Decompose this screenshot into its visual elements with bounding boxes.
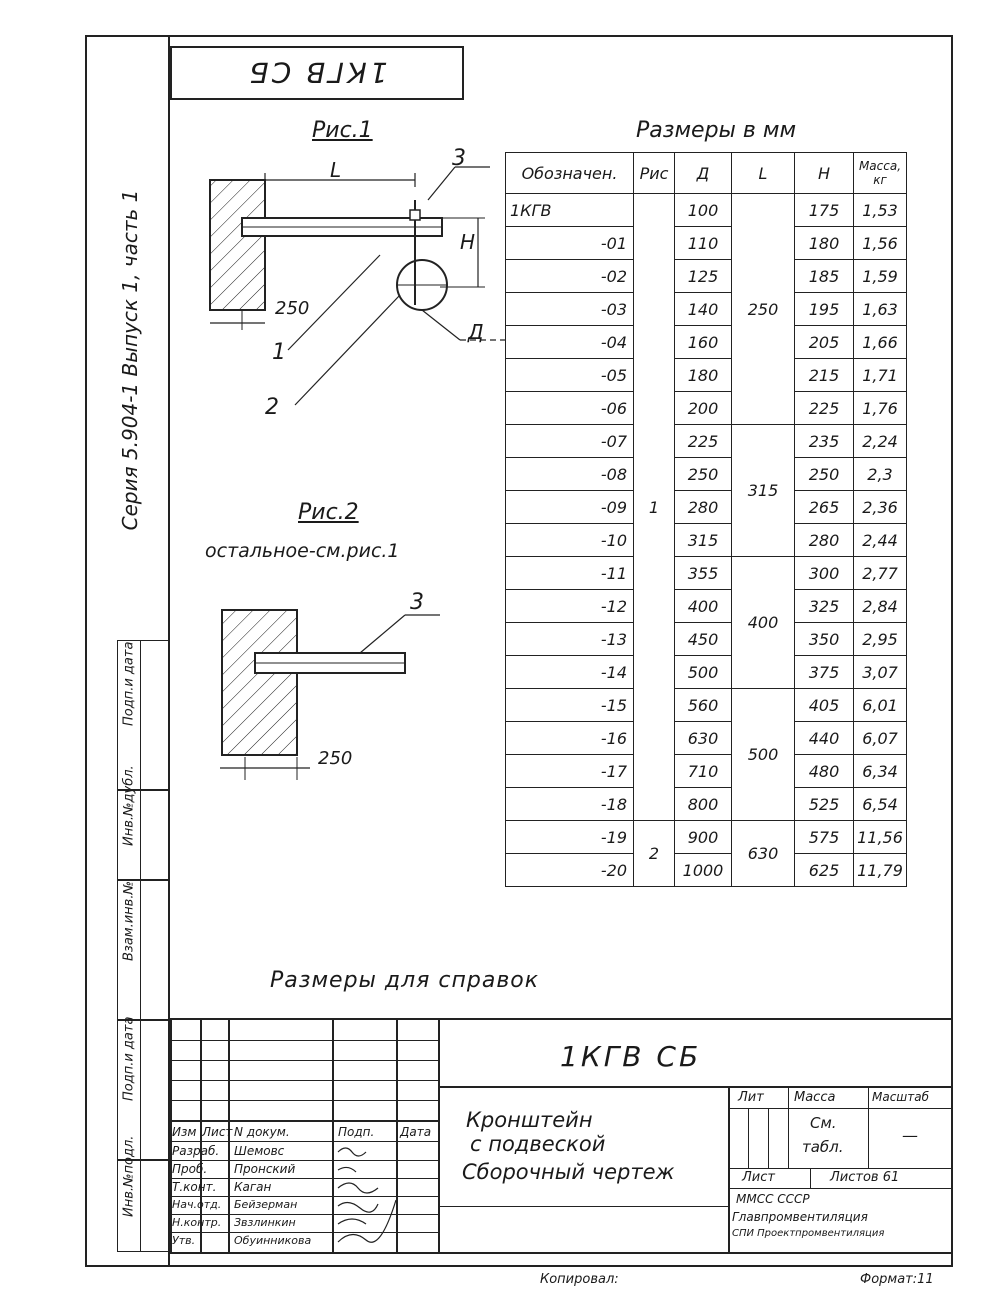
table-row: -16 630 440 6,07 bbox=[506, 722, 907, 755]
tb-mass-value-2: табл. bbox=[802, 1138, 844, 1156]
side-stamp-sign-date-2: Подп.и дата bbox=[117, 640, 169, 790]
signatures bbox=[332, 1142, 438, 1254]
fig-cell-2: 2 bbox=[634, 821, 675, 887]
dimensions-table bbox=[505, 152, 907, 887]
fig1-pos-1: 1 bbox=[272, 340, 286, 365]
table-row: -09 280 265 2,36 bbox=[506, 491, 907, 524]
side-stamp-inv-orig: Инв.№подл. bbox=[117, 1160, 169, 1252]
col-l: L bbox=[732, 153, 795, 194]
table-row: -14 500 375 3,07 bbox=[506, 656, 907, 689]
col-h: H bbox=[795, 153, 854, 194]
table-row: -13 450 350 2,95 bbox=[506, 623, 907, 656]
series-text bbox=[110, 110, 150, 610]
l-cell-315: 315 bbox=[732, 425, 795, 557]
fig2-subtitle: остальное-см.рис.1 bbox=[205, 540, 400, 562]
top-stamp-code: 1КГВ СБ bbox=[246, 56, 388, 89]
footer-copied: Копировал: bbox=[540, 1272, 619, 1287]
l-cell-400: 400 bbox=[732, 557, 795, 689]
table-row: -18 800 525 6,54 bbox=[506, 788, 907, 821]
table-row: -17 710 480 6,34 bbox=[506, 755, 907, 788]
l-cell-630: 630 bbox=[732, 821, 795, 887]
tb-name-line2: с подвеской bbox=[470, 1132, 606, 1156]
fig1-pos-2: 2 bbox=[265, 395, 279, 420]
col-figure: Рис bbox=[634, 153, 675, 194]
tb-col-sign: Подп. bbox=[338, 1125, 375, 1139]
series-label: Серия 5.904-1 Выпуск 1, часть 1 bbox=[118, 189, 142, 531]
tb-col-date: Дата bbox=[400, 1125, 432, 1139]
table-row: -11 355 400 300 2,77 bbox=[506, 557, 907, 590]
fig2-title: Рис.2 bbox=[298, 500, 359, 525]
tb-col-doc: N докум. bbox=[234, 1125, 290, 1139]
table-row: -02 125 185 1,59 bbox=[506, 260, 907, 293]
tb-org-line1: ММСС СССР bbox=[736, 1192, 810, 1206]
table-header-row bbox=[506, 153, 907, 194]
tb-sheet-label: Лист bbox=[742, 1170, 775, 1185]
tb-mass-label: Масса bbox=[794, 1090, 836, 1105]
table-row: -05 180 215 1,71 bbox=[506, 359, 907, 392]
tb-name-line3: Сборочный чертеж bbox=[462, 1160, 675, 1184]
fig1-title: Рис.1 bbox=[312, 118, 373, 143]
table-row: -06 200 225 1,76 bbox=[506, 392, 907, 425]
table-row: -08 250 250 2,3 bbox=[506, 458, 907, 491]
fig1-pos-3: 3 bbox=[452, 146, 466, 171]
fig1-drawing bbox=[200, 145, 520, 435]
col-designation: Обозначен. bbox=[506, 153, 634, 194]
fig1-label-D: Д bbox=[468, 320, 484, 344]
fig2-dim-250: 250 bbox=[318, 748, 353, 769]
title-block: Изм Лист N докум. Подп. Дата Разраб. Шемовс Проб. Пронский Т.конт. Каган Нач.отд. Бейзерман Н.контр. Звзлинкин Утв. Обуинникова 1КГВ СБ Кронштейн с подвеской Сборочный чертеж Лит Масса Масштаб См. табл. — Лист Листов 61 ММСС СССР Главпромвентиляция СПИ Проектпромвентиляция bbox=[170, 1018, 953, 1252]
tb-org-line3: СПИ Проектпромвентиляция bbox=[732, 1228, 885, 1239]
tb-sheets-label: Листов 61 bbox=[830, 1170, 900, 1185]
table-title: Размеры в мм bbox=[636, 118, 797, 143]
fig-cell-1: 1 bbox=[634, 194, 675, 821]
tb-name-line1: Кронштейн bbox=[466, 1108, 593, 1132]
table-row: -12 400 325 2,84 bbox=[506, 590, 907, 623]
table-row: -19 2 900 630 575 11,56 bbox=[506, 821, 907, 854]
tb-org-line2: Главпромвентиляция bbox=[732, 1210, 868, 1224]
fig2-pos-3: 3 bbox=[410, 590, 424, 615]
reference-note: Размеры для справок bbox=[270, 968, 540, 993]
side-stamp-sign-date-1: Подп.и дата bbox=[117, 1020, 169, 1160]
table-row: 1КГВ 1 100 250 175 1,53 bbox=[506, 194, 907, 227]
table-row: -04 160 205 1,66 bbox=[506, 326, 907, 359]
side-stamp-dup-inv: Инв.№дубл. bbox=[117, 790, 169, 880]
fig1-label-L: L bbox=[330, 158, 342, 182]
table-row: -07 225 315 235 2,24 bbox=[506, 425, 907, 458]
tb-mass-value-1: См. bbox=[810, 1114, 837, 1132]
table-row: -03 140 195 1,63 bbox=[506, 293, 907, 326]
table-row: -20 1000 625 11,79 bbox=[506, 854, 907, 887]
tb-lit-label: Лит bbox=[738, 1090, 764, 1105]
l-cell-250: 250 bbox=[732, 194, 795, 425]
fig1-dim-250: 250 bbox=[275, 298, 310, 319]
table-row: -10 315 280 2,44 bbox=[506, 524, 907, 557]
tb-scale-label: Масштаб bbox=[872, 1090, 930, 1104]
top-stamp bbox=[170, 46, 464, 100]
table-row: -01 110 180 1,56 bbox=[506, 227, 907, 260]
table-row: -15 560 500 405 6,01 bbox=[506, 689, 907, 722]
tb-scale-value: — bbox=[902, 1126, 918, 1145]
col-d: Д bbox=[675, 153, 732, 194]
tb-col-change: Изм bbox=[172, 1125, 197, 1139]
l-cell-500: 500 bbox=[732, 689, 795, 821]
footer-format: Формат:11 bbox=[860, 1272, 934, 1287]
tb-col-sheet: Лист bbox=[202, 1125, 233, 1139]
col-mass: Масса, кг bbox=[854, 153, 907, 194]
side-stamp-replaced-inv: Взам.инв.№ bbox=[117, 880, 169, 1020]
fig1-label-H: H bbox=[460, 230, 476, 254]
tb-drawing-code: 1КГВ СБ bbox=[560, 1040, 702, 1073]
